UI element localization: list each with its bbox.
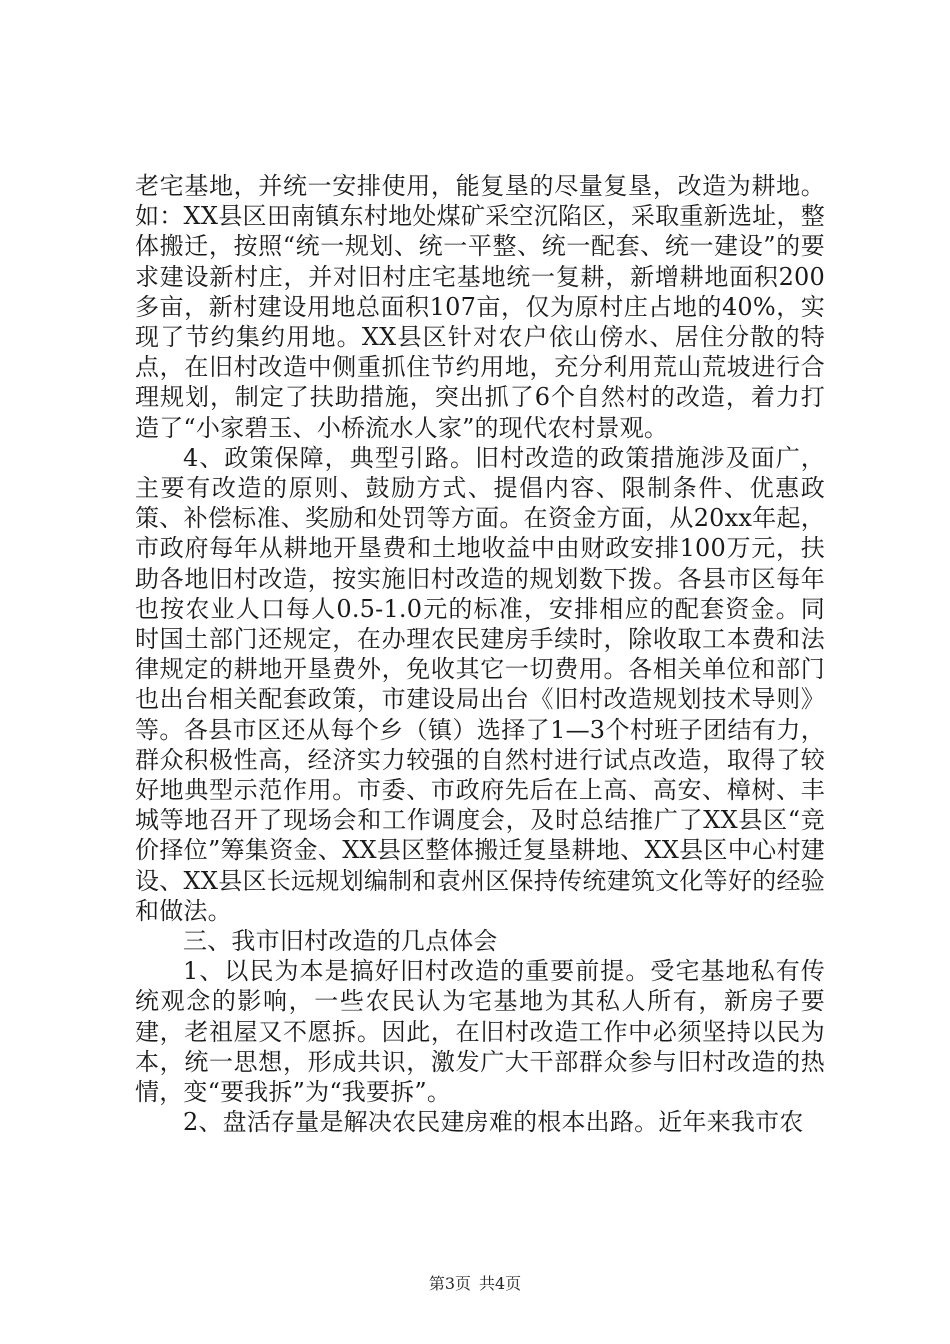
page-number: 第3页 <box>428 1274 471 1293</box>
paragraph-1: 老宅基地，并统一安排使用，能复垦的尽量复垦，改造为耕地。如：XX县区田南镇东村地处煤矿采空沉陷区，采取重新选址，整体搬迁，按照“统一规划、统一平整、统一配套、统一建设”的要求建设新村庄，并对旧村庄宅基地统一复耕，新增耕地面积200多亩，新村建设用地总面积107亩，仅为原村庄占地的40%，实现了节约集约用地。XX县区针对农户依山傍水、居住分散的特点，在旧村改造中侧重抓住节约用地，充分利用荒山荒坡进行合理规划，制定了扶助措施，突出抓了6个自然村的改造，着力打造了“小家碧玉、小桥流水人家”的现代农村景观。 <box>135 172 825 442</box>
paragraph-2: 4、政策保障，典型引路。旧村改造的政策措施涉及面广，主要有改造的原则、鼓励方式、提倡内容、限制条件、优惠政策、补偿标准、奖励和处罚等方面。在资金方面，从20xx年起，市政府每年从耕地开垦费和土地收益中由财政安排100万元，扶助各地旧村改造，按实施旧村改造的规划数下拨。各县市区每年也按农业人口每人0.5-1.0元的标准，安排相应的配套资金。同时国土部门还规定，在办理农民建房手续时，除收取工本费和法律规定的耕地开垦费外，免收其它一切费用。各相关单位和部门也出台相关配套政策，市建设局出台《旧村改造规划技术导则》等。各县市区还从每个乡（镇）选择了1—3个村班子团结有力，群众积极性高，经济实力较强的自然村进行试点改造，取得了较好地典型示范作用。市委、市政府先后在上高、高安、樟树、丰城等地召开了现场会和工作调度会，及时总结推广了XX县区“竞价择位”筹集资金、XX县区整体搬迁复垦耕地、XX县区中心村建设、XX县区长远规划编制和袁州区保持传统建筑文化等好的经验和做法。 <box>135 443 825 925</box>
section-heading: 三、我市旧村改造的几点体会 <box>183 927 498 956</box>
paragraph-3: 1、以民为本是搞好旧村改造的重要前提。受宅基地私有传统观念的影响，一些农民认为宅基地为其私人所有，新房子要建，老祖屋又不愿拆。因此，在旧村改造工作中必须坚持以民为本，统一思想，形成共识，激发广大干部群众参与旧村改造的热情，变“要我拆”为“我要拆”。 <box>135 957 825 1107</box>
paragraph-4: 2、盘活存量是解决农民建房难的根本出路。近年来我市农 <box>183 1108 804 1137</box>
page-total: 共4页 <box>479 1274 522 1293</box>
body-text <box>135 171 825 1138</box>
page-footer <box>0 1274 950 1294</box>
